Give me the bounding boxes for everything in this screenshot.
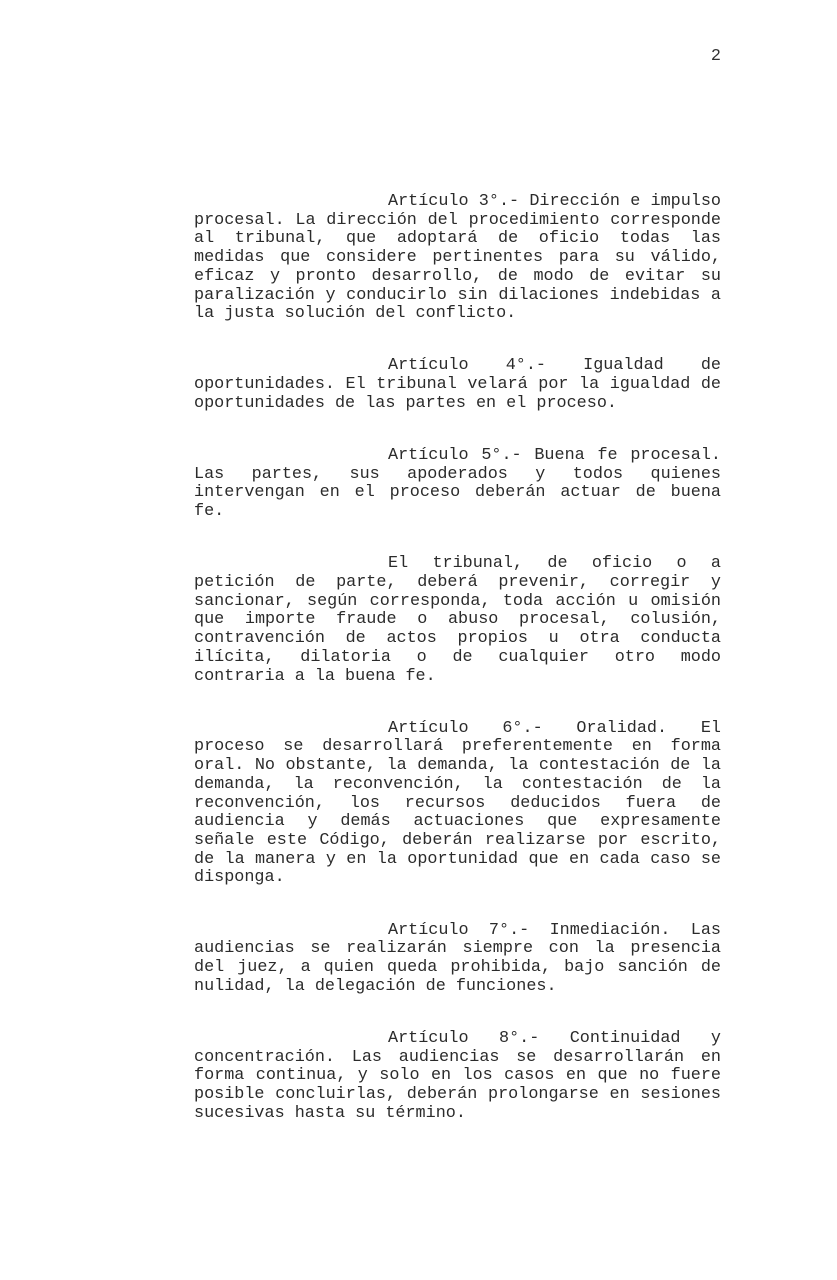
article-4-paragraph: Artículo 4°.- Igualdad de oportunidades. El tribunal velará por la igualdad de oportunidades de las partes en el proceso. (194, 356, 721, 413)
article-8-paragraph: Artículo 8°.- Continuidad y concentración. Las audiencias se desarrollarán en forma continua, y solo en los casos en que no fuere posible concluirlas, deberán prolongarse en sesiones sucesivas hasta su término. (194, 1028, 721, 1123)
document-body (194, 193, 721, 1157)
page-number: 2 (710, 47, 721, 66)
article-6-paragraph: Artículo 6°.- Oralidad. El proceso se desarrollará preferentemente en forma oral. No obstante, la demanda, la contestación de la demanda, la reconvención, la contestación de la reconvención, los recursos deducidos fuera de audiencia y demás actuaciones que expresamente señale este Código, deberán realizarse por escrito, de la manera y en la oportunidad que en cada caso se disponga. (194, 718, 721, 888)
article-3-paragraph: Artículo 3°.- Dirección e impulso procesal. La dirección del procedimiento corresponde al tribunal, que adoptará de oficio todas las medidas que considere pertinentes para su válido, eficaz y pronto desarrollo, de modo de evitar su paralización y conducirlo sin dilaciones indebidas a la justa solución del conflicto. (194, 192, 721, 324)
article-5-paragraph: Artículo 5°.- Buena fe procesal. Las partes, sus apoderados y todos quienes intervengan en el proceso deberán actuar de buena fe. (194, 446, 721, 522)
article-5-continuation-paragraph: El tribunal, de oficio o a petición de parte, deberá prevenir, corregir y sancionar, según corresponda, toda acción u omisión que importe fraude o abuso procesal, colusión, contravención de actos propios u otra conducta ilícita, dilatoria o de cualquier otro modo contraria a la buena fe. (194, 554, 721, 686)
article-7-paragraph: Artículo 7°.- Inmediación. Las audiencias se realizarán siempre con la presencia del juez, a quien queda prohibida, bajo sanción de nulidad, la delegación de funciones. (194, 920, 721, 996)
